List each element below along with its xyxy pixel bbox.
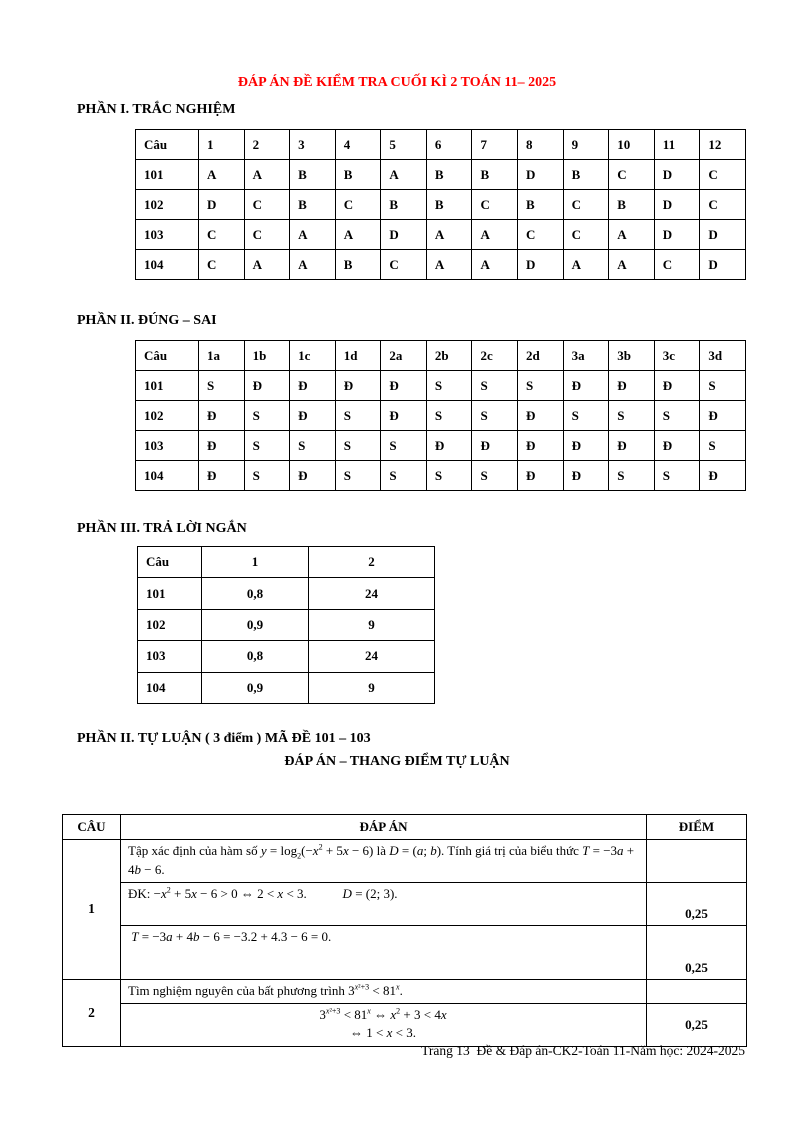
table-cell: Đ (472, 431, 518, 461)
table-cell: C (199, 220, 245, 250)
column-header: 2b (426, 341, 472, 371)
table-cell: Đ (290, 371, 336, 401)
table-cell: B (472, 160, 518, 190)
table-cell: 0,8 (202, 578, 309, 609)
score-cell: 0,25 (647, 1003, 747, 1046)
column-header-cau: CÂU (63, 815, 121, 840)
table-cell: A (290, 220, 336, 250)
table-cell: Đ (199, 401, 245, 431)
table-cell: S (472, 401, 518, 431)
table-cell: B (426, 160, 472, 190)
true-false-table (135, 340, 746, 491)
column-header: 4 (335, 130, 381, 160)
table-cell: Đ (609, 431, 655, 461)
header-row (138, 547, 435, 578)
table-cell: Đ (700, 401, 746, 431)
table-cell: 0,9 (202, 609, 309, 640)
table-cell: S (335, 401, 381, 431)
table-cell: S (609, 461, 655, 491)
table-cell: 102 (136, 401, 199, 431)
table-cell: S (290, 431, 336, 461)
column-header: 12 (700, 130, 746, 160)
table-cell: D (654, 190, 700, 220)
table-cell: A (472, 250, 518, 280)
table-cell: 24 (309, 641, 435, 672)
column-header: 5 (381, 130, 427, 160)
table-cell: Đ (426, 431, 472, 461)
column-header: 2d (518, 341, 564, 371)
table-cell: 103 (138, 641, 202, 672)
column-header: 11 (654, 130, 700, 160)
table-cell: A (199, 160, 245, 190)
table-cell: Đ (381, 371, 427, 401)
table-row (138, 672, 435, 703)
table-cell: D (518, 250, 564, 280)
column-header: Câu (136, 130, 199, 160)
table-cell: S (335, 461, 381, 491)
table-cell: A (426, 220, 472, 250)
table-cell: B (563, 160, 609, 190)
table-cell: 0,9 (202, 672, 309, 703)
table-cell: Đ (518, 431, 564, 461)
column-header: 10 (609, 130, 655, 160)
table-cell: Đ (563, 431, 609, 461)
table-cell: 103 (136, 431, 199, 461)
table-cell: 104 (138, 672, 202, 703)
column-header: 2a (381, 341, 427, 371)
table-row (136, 461, 746, 491)
table-cell: B (518, 190, 564, 220)
table-cell: 102 (136, 190, 199, 220)
answer-cell: T = −3a + 4b − 6 = −3.2 + 4.3 − 6 = 0. (121, 925, 647, 979)
table-cell: A (472, 220, 518, 250)
table-cell: A (290, 250, 336, 280)
score-cell: 0,25 (647, 882, 747, 925)
table-cell: S (426, 371, 472, 401)
table-cell: S (700, 371, 746, 401)
table-cell: A (244, 250, 290, 280)
table-cell: B (290, 190, 336, 220)
table-row (138, 609, 435, 640)
table-cell: S (381, 461, 427, 491)
column-header: 9 (563, 130, 609, 160)
table-cell: A (335, 220, 381, 250)
table-cell: B (426, 190, 472, 220)
column-header: Câu (136, 341, 199, 371)
table-cell: 102 (138, 609, 202, 640)
column-header: 3a (563, 341, 609, 371)
table-cell: C (518, 220, 564, 250)
table-cell: Đ (199, 461, 245, 491)
answer-cell: ĐK: $-x^2 + 5x - 6 > 0$ ⇔ 2 < x < 3. D = (2; 3). (121, 882, 647, 925)
table-row (63, 925, 747, 979)
table-cell: C (700, 160, 746, 190)
column-header: 1 (199, 130, 245, 160)
table-cell: A (609, 220, 655, 250)
column-header: 3d (700, 341, 746, 371)
section-heading-part2: PHẦN II. ĐÚNG – SAI (77, 313, 217, 328)
table-cell: Đ (290, 401, 336, 431)
table-cell: Đ (518, 401, 564, 431)
table-cell: Đ (700, 461, 746, 491)
table-cell: 104 (136, 461, 199, 491)
column-header: 3c (654, 341, 700, 371)
table-row (136, 160, 746, 190)
table-cell: S (426, 461, 472, 491)
table-cell: B (335, 250, 381, 280)
table-cell: S (518, 371, 564, 401)
table-cell: B (290, 160, 336, 190)
table-cell: Đ (335, 371, 381, 401)
question-number: 2 (63, 979, 121, 1046)
column-header: 7 (472, 130, 518, 160)
table-cell: Đ (563, 371, 609, 401)
table-cell: A (609, 250, 655, 280)
table-row (136, 431, 746, 461)
header-row (136, 130, 746, 160)
table-cell: Đ (381, 401, 427, 431)
table-row (138, 578, 435, 609)
section-heading-part3: PHẦN III. TRẢ LỜI NGẮN (77, 521, 247, 536)
table-cell: Đ (244, 371, 290, 401)
section-heading-part4: PHẦN II. TỰ LUẬN ( 3 điểm ) MÃ ĐỀ 101 – 103 (77, 731, 371, 746)
table-cell: S (609, 401, 655, 431)
column-header: 3b (609, 341, 655, 371)
table-cell: Đ (518, 461, 564, 491)
table-cell: D (654, 220, 700, 250)
score-cell: 0,25 (647, 925, 747, 979)
answer-cell: Tập xác định của hàm số $y = \log_2(-x^2 + 5x - 6)$ là D = (a; b). Tính giá trị của biểu thức T = −3a + 4b − 6. (121, 840, 647, 883)
table-cell: A (563, 250, 609, 280)
table-row (63, 840, 747, 883)
table-cell: S (381, 431, 427, 461)
table-row (136, 371, 746, 401)
multiple-choice-table (135, 129, 746, 280)
table-cell: S (244, 431, 290, 461)
table-cell: 24 (309, 578, 435, 609)
table-cell: 9 (309, 609, 435, 640)
table-cell: 101 (138, 578, 202, 609)
score-cell (647, 979, 747, 1003)
answer-cell: $3^{x^2+3} < 81^x$ ⇔ $x^2 + 3 < 4x$ ⇔ 1 < x < 3. (121, 1003, 647, 1046)
table-cell: A (244, 160, 290, 190)
page-footer: Trang 13 Đề & Đáp án-CK2-Toán 11-Năm học: 2024-2025 (421, 1043, 745, 1058)
page-title: ĐÁP ÁN ĐỀ KIỂM TRA CUỐI KÌ 2 TOÁN 11– 2025 (237, 75, 557, 90)
table-cell: S (426, 401, 472, 431)
table-cell: 101 (136, 160, 199, 190)
column-header: 3 (290, 130, 336, 160)
table-row (63, 882, 747, 925)
table-cell: 103 (136, 220, 199, 250)
table-cell: C (381, 250, 427, 280)
essay-subheading: ĐÁP ÁN – THANG ĐIỂM TỰ LUẬN (284, 754, 510, 769)
table-cell: C (563, 220, 609, 250)
table-cell: S (654, 401, 700, 431)
table-cell: Đ (199, 431, 245, 461)
table-row (63, 1003, 747, 1046)
table-cell: 9 (309, 672, 435, 703)
table-cell: S (335, 431, 381, 461)
table-cell: S (244, 401, 290, 431)
column-header: 6 (426, 130, 472, 160)
header-row (136, 341, 746, 371)
table-cell: 101 (136, 371, 199, 401)
table-cell: 104 (136, 250, 199, 280)
table-cell: C (472, 190, 518, 220)
table-cell: C (244, 190, 290, 220)
table-cell: D (700, 250, 746, 280)
column-header: 2 (309, 547, 435, 578)
table-cell: C (244, 220, 290, 250)
column-header: 1c (290, 341, 336, 371)
column-header: 8 (518, 130, 564, 160)
table-row (138, 641, 435, 672)
column-header: 1b (244, 341, 290, 371)
table-cell: D (654, 160, 700, 190)
table-cell: Đ (290, 461, 336, 491)
table-cell: B (381, 190, 427, 220)
table-cell: Đ (609, 371, 655, 401)
table-row (136, 401, 746, 431)
section-heading-part1: PHẦN I. TRẮC NGHIỆM (77, 102, 236, 117)
table-cell: S (700, 431, 746, 461)
table-cell: Đ (654, 431, 700, 461)
table-cell: C (700, 190, 746, 220)
table-cell: Đ (563, 461, 609, 491)
table-cell: S (199, 371, 245, 401)
table-cell: C (654, 250, 700, 280)
column-header: Câu (138, 547, 202, 578)
table-cell: B (609, 190, 655, 220)
score-cell (647, 840, 747, 883)
table-cell: A (381, 160, 427, 190)
column-header: 1d (335, 341, 381, 371)
short-answer-table (137, 546, 435, 704)
table-cell: D (381, 220, 427, 250)
table-cell: D (199, 190, 245, 220)
table-row (136, 220, 746, 250)
table-cell: D (518, 160, 564, 190)
table-cell: S (654, 461, 700, 491)
header-row (63, 815, 747, 840)
column-header-diem: ĐIỂM (647, 815, 747, 840)
table-cell: C (199, 250, 245, 280)
answer-cell: Tìm nghiệm nguyên của bất phương trình $3^{x^2+3} < 81^x$. (121, 979, 647, 1003)
table-row (63, 979, 747, 1003)
table-cell: S (244, 461, 290, 491)
table-cell: S (472, 461, 518, 491)
question-number: 1 (63, 840, 121, 980)
table-cell: S (472, 371, 518, 401)
table-row (136, 190, 746, 220)
column-header: 1 (202, 547, 309, 578)
column-header: 1a (199, 341, 245, 371)
table-cell: B (335, 160, 381, 190)
column-header: 2c (472, 341, 518, 371)
column-header: 2 (244, 130, 290, 160)
table-cell: D (700, 220, 746, 250)
table-cell: S (563, 401, 609, 431)
table-row (136, 250, 746, 280)
table-cell: Đ (654, 371, 700, 401)
table-cell: A (426, 250, 472, 280)
table-cell: C (609, 160, 655, 190)
essay-table (62, 814, 747, 1047)
table-cell: C (335, 190, 381, 220)
table-cell: 0,8 (202, 641, 309, 672)
column-header-dapan: ĐÁP ÁN (121, 815, 647, 840)
table-cell: C (563, 190, 609, 220)
